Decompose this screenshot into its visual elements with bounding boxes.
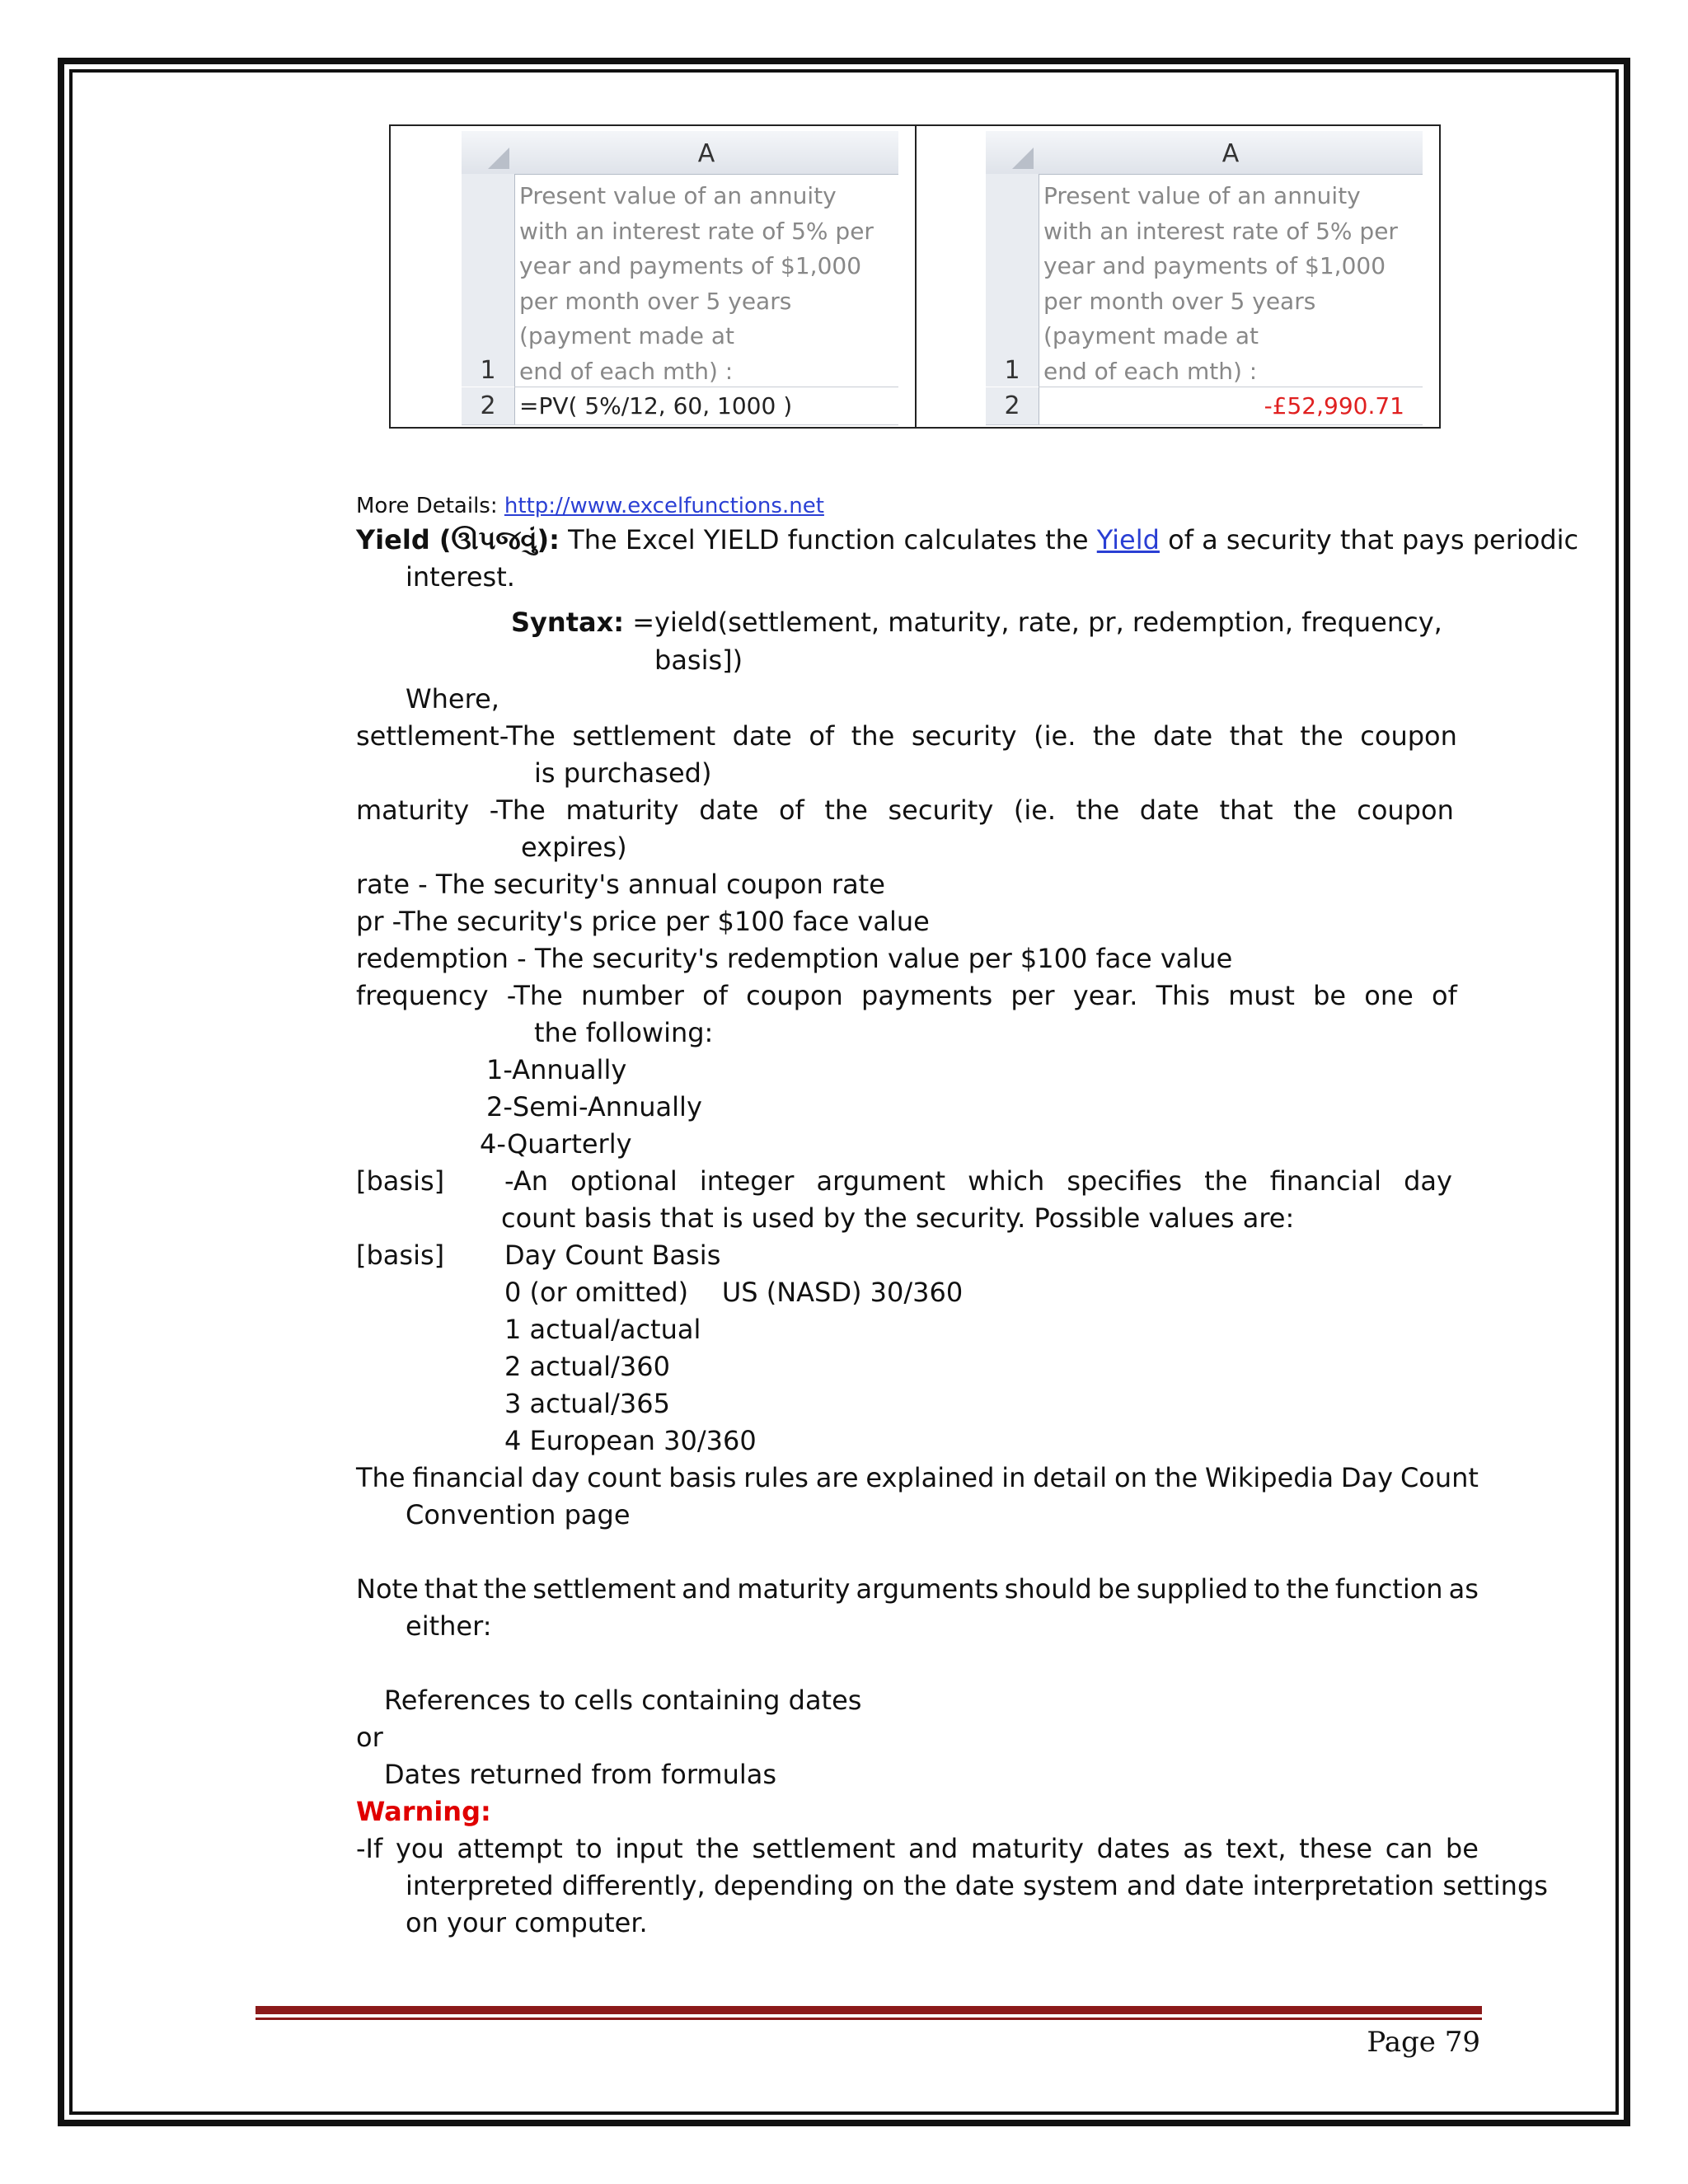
row-number: 1 <box>1004 356 1020 385</box>
page-number: Page 79 <box>1367 2026 1480 2059</box>
word: detail <box>1033 1462 1108 1493</box>
cell-a1-description: Present value of an annuity with an interest rate of 5% per year and payments of $1,000 per month over 5 years (payment made at end of each mth) : <box>1043 182 1398 385</box>
spreadsheet-formula-view <box>462 131 898 425</box>
word: financial <box>1269 1165 1382 1197</box>
select-all-triangle-icon <box>1012 148 1034 169</box>
yield-definition <box>356 523 1578 556</box>
note-cont: either: <box>406 1610 492 1642</box>
basis-row: 0 (or omitted) US (NASD) 30/360 <box>504 1277 964 1308</box>
frequency-definition <box>356 979 1457 1012</box>
word: settlement-The <box>356 720 556 752</box>
select-all-corner <box>986 131 1039 175</box>
word: and <box>682 1573 732 1605</box>
word: arguments <box>856 1573 999 1605</box>
word: as <box>1448 1573 1479 1605</box>
maturity-definition <box>356 794 1454 827</box>
select-all-triangle-icon <box>488 148 509 169</box>
word: must <box>1228 980 1295 1011</box>
word: dates <box>1096 1833 1170 1864</box>
pr-definition: pr -The security's price per $100 face value <box>356 906 930 937</box>
word: coupon <box>1360 720 1457 752</box>
word: argument <box>816 1165 945 1197</box>
where-label: Where, <box>406 683 499 715</box>
word: of <box>1432 980 1457 1011</box>
frequency-option: 4-Quarterly <box>480 1128 632 1160</box>
syntax-label: Syntax: <box>511 607 625 638</box>
word: Count <box>1400 1462 1479 1493</box>
word: text, <box>1226 1833 1287 1864</box>
word: of <box>778 794 804 826</box>
word: security <box>888 794 994 826</box>
footer-rule-thin <box>256 2018 1482 2020</box>
word: function <box>1334 1573 1443 1605</box>
word: of <box>809 720 835 752</box>
word: coupon <box>1357 794 1454 826</box>
warning-label: Warning: <box>356 1796 491 1827</box>
warning-cont: on your computer. <box>406 1907 648 1938</box>
word: the <box>851 720 895 752</box>
word: and <box>907 1833 959 1864</box>
word: you <box>395 1833 444 1864</box>
word: rules <box>743 1462 809 1493</box>
word: The <box>356 1462 406 1493</box>
column-header-a: A <box>1039 131 1423 175</box>
row-header-1 <box>462 174 515 387</box>
word: one <box>1364 980 1414 1011</box>
word: supplied <box>1136 1573 1249 1605</box>
word: security <box>911 720 1017 752</box>
word: be <box>1445 1833 1479 1864</box>
word: optional <box>570 1165 678 1197</box>
cell-a1-description: Present value of an annuity with an interest rate of 5% per year and payments of $1,000 per month over 5 years (payment made at end of each mth) : <box>519 182 874 385</box>
word: date <box>1139 794 1199 826</box>
word: to <box>575 1833 603 1864</box>
word: maturity <box>356 794 470 826</box>
word: the <box>1300 720 1343 752</box>
word: payments <box>861 980 993 1011</box>
row-header-1 <box>986 174 1039 387</box>
word: that <box>1219 794 1273 826</box>
word: the <box>1293 794 1337 826</box>
column-header-a: A <box>514 131 898 175</box>
word: as <box>1183 1833 1213 1864</box>
word: the <box>483 1573 528 1605</box>
basis-label: [basis] <box>356 1165 445 1197</box>
word: day <box>1404 1165 1452 1197</box>
settlement-definition <box>356 719 1457 752</box>
cell-a2-formula: =PV( 5%/12, 60, 1000 ) <box>519 392 793 419</box>
word: be <box>1313 980 1347 1011</box>
day-count-note <box>356 1461 1479 1494</box>
word: of <box>702 980 728 1011</box>
yield-desc-cont: interest. <box>406 561 515 593</box>
yield-desc-before: The Excel YIELD function calculates the <box>559 524 1097 555</box>
word: settlement <box>572 720 716 752</box>
syntax-formula: =yield(settlement, maturity, rate, pr, redemption, frequency, <box>624 607 1442 638</box>
word: the <box>1204 1165 1248 1197</box>
word: should <box>1004 1573 1092 1605</box>
settlement-cont: is purchased) <box>534 757 712 789</box>
syntax-cont: basis]) <box>654 644 743 676</box>
word: -An <box>504 1165 549 1197</box>
word: the <box>1154 1462 1198 1493</box>
yield-term: Yield (ઊપજવું): <box>356 524 560 555</box>
yield-link[interactable]: Yield <box>1096 524 1160 555</box>
word: (ie. <box>1013 794 1057 826</box>
word: coupon <box>746 980 843 1011</box>
basis-row: 1 actual/actual <box>504 1314 701 1345</box>
rate-definition: rate - The security's annual coupon rate <box>356 869 885 900</box>
basis-row: 4 European 30/360 <box>504 1425 757 1456</box>
word: count <box>587 1462 662 1493</box>
row-number: 1 <box>480 356 496 385</box>
basis-table-header: Day Count Basis <box>504 1240 721 1271</box>
word: date <box>699 794 759 826</box>
word: basis <box>668 1462 737 1493</box>
word: date <box>1152 720 1213 752</box>
word: explained <box>865 1462 995 1493</box>
word: to <box>1254 1573 1281 1605</box>
word: maturity <box>565 794 679 826</box>
note-paragraph <box>356 1572 1479 1605</box>
word: these <box>1299 1833 1373 1864</box>
word: settlement <box>752 1833 896 1864</box>
basis-row: 2 actual/360 <box>504 1351 670 1382</box>
word: (ie. <box>1034 720 1076 752</box>
more-details-label: More Details: <box>356 494 504 518</box>
word: year. <box>1072 980 1138 1011</box>
note-option: References to cells containing dates <box>384 1685 862 1716</box>
word: input <box>615 1833 683 1864</box>
word: maturity <box>970 1833 1084 1864</box>
warning-cont: interpreted differently, depending on the date system and date interpretation settings <box>406 1870 1548 1901</box>
word: Wikipedia <box>1205 1462 1334 1493</box>
word: are <box>815 1462 859 1493</box>
spreadsheet-result-view <box>986 131 1423 425</box>
word: Day <box>1340 1462 1394 1493</box>
word: the <box>1092 720 1137 752</box>
word: that <box>1229 720 1283 752</box>
screenshot-divider <box>915 126 917 427</box>
word: on <box>1114 1462 1147 1493</box>
word: maturity <box>737 1573 851 1605</box>
word: can <box>1385 1833 1433 1864</box>
word: settlement <box>532 1573 677 1605</box>
word: -If <box>356 1833 383 1864</box>
basis-cont: count basis that is used by the security. Possible values are: <box>501 1202 1295 1234</box>
day-count-note-cont: Convention page <box>406 1499 631 1530</box>
note-or: or <box>356 1722 383 1753</box>
word: the <box>824 794 868 826</box>
word: financial <box>412 1462 524 1493</box>
spreadsheet-screenshot <box>389 124 1441 429</box>
excelfunctions-link[interactable]: http://www.excelfunctions.net <box>504 494 824 518</box>
footer-rule <box>256 2006 1482 2014</box>
syntax-line <box>511 606 1442 639</box>
word: be <box>1097 1573 1131 1605</box>
basis-table-label: [basis] <box>356 1240 445 1271</box>
word: which <box>968 1165 1045 1197</box>
word: This <box>1156 980 1210 1011</box>
frequency-option: 1-Annually <box>486 1054 627 1085</box>
word: the <box>696 1833 739 1864</box>
basis-definition <box>504 1165 1452 1197</box>
maturity-cont: expires) <box>521 832 627 863</box>
word: frequency <box>356 980 489 1011</box>
note-option: Dates returned from formulas <box>384 1759 777 1790</box>
word: integer <box>699 1165 795 1197</box>
grid-bottom-line <box>986 424 1423 425</box>
word: number <box>581 980 684 1011</box>
word: -The <box>489 794 546 826</box>
more-details-line <box>356 490 824 523</box>
word: day <box>531 1462 580 1493</box>
frequency-option: 2-Semi-Annually <box>486 1091 702 1122</box>
word: that <box>424 1573 478 1605</box>
row-header-2: 2 <box>986 387 1039 425</box>
basis-row: 3 actual/365 <box>504 1388 670 1419</box>
word: -The <box>506 980 563 1011</box>
frequency-cont: the following: <box>534 1017 714 1048</box>
row-header-2: 2 <box>462 387 515 425</box>
word: Note <box>356 1573 419 1605</box>
word: in <box>1001 1462 1026 1493</box>
grid-bottom-line <box>462 424 898 425</box>
word: the <box>1076 794 1120 826</box>
word: the <box>1286 1573 1329 1605</box>
word: per <box>1010 980 1055 1011</box>
redemption-definition: redemption - The security's redemption value per $100 face value <box>356 943 1233 974</box>
cell-a2-result: -£52,990.71 <box>1264 392 1404 419</box>
word: date <box>732 720 792 752</box>
word: attempt <box>457 1833 563 1864</box>
warning-text <box>356 1832 1479 1865</box>
word: specifies <box>1067 1165 1183 1197</box>
select-all-corner <box>462 131 515 175</box>
yield-desc-after: of a security that pays periodic <box>1159 524 1579 555</box>
